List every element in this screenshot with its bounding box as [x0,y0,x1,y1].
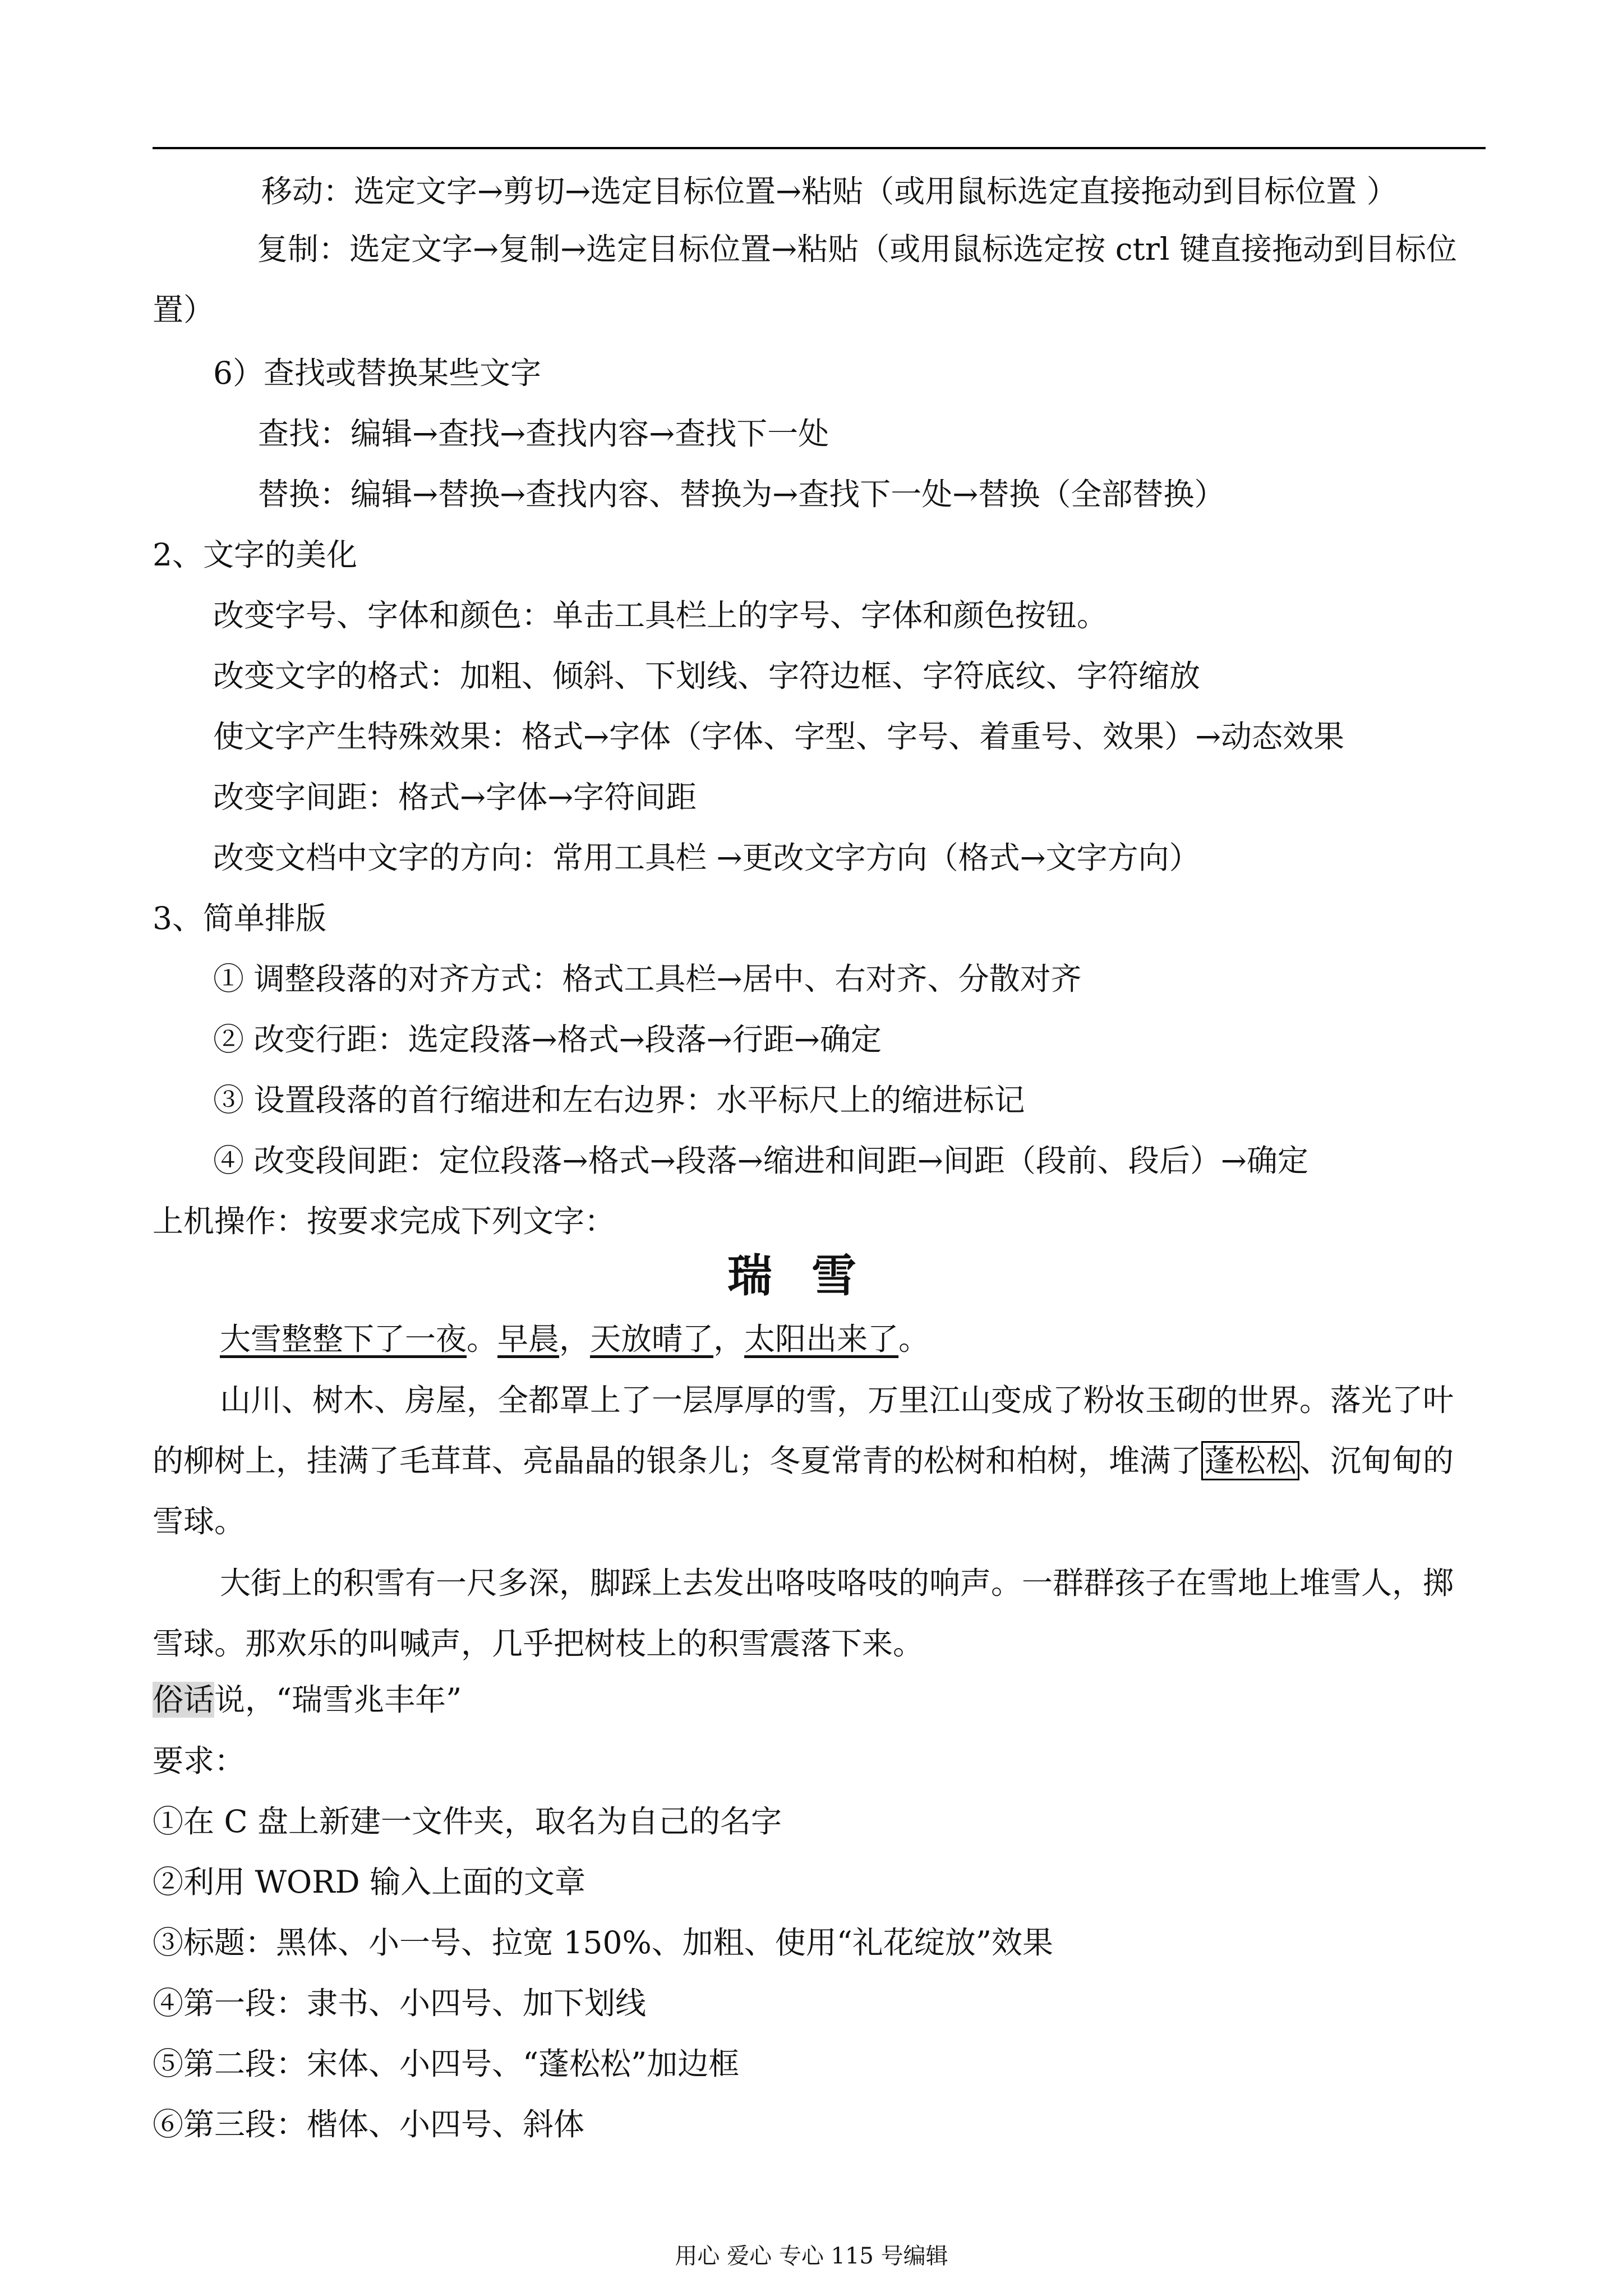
page-footer: 用心 爱心 专心 115 号编辑 [675,2243,948,2269]
punctuation: ， [559,1321,591,1357]
section-2-heading: 2、文字的美化 [153,537,357,573]
copy-text: 复制：选定文字→复制→选定目标位置→粘贴（或用鼠标选定按 ctrl 键直接拖动到目标位置） [153,231,1458,328]
section-3-heading: 3、简单排版 [153,900,326,936]
beautify-item-3: 使文字产生特殊效果：格式→字体（字体、字型、字号、着重号、效果）→动态效果 [213,719,1345,754]
paragraph-text: 说，“瑞雪兆丰年” [214,1682,462,1718]
layout-item-4: ④ 改变段间距：定位段落→格式→段落→缩进和间距→间距（段前、段后）→确定 [213,1143,1308,1179]
requirement-item: ⑤第二段：宋体、小四号、“蓬松松”加边框 [153,2046,740,2082]
article-paragraph-1 [220,1319,929,1359]
requirement-item: ①在 C 盘上新建一文件夹，取名为自己的名字 [153,1803,782,1839]
requirement-item: ②利用 WORD 输入上面的文章 [153,1864,586,1900]
paragraph-text: 、沉甸甸的雪球。 [153,1443,1454,1539]
layout-item-3: ③ 设置段落的首行缩进和左右边界：水平标尺上的缩进标记 [213,1082,1025,1118]
boxed-word: 蓬松松 [1201,1441,1299,1480]
requirement-item: ⑥第三段：楷体、小四号、斜体 [153,2106,585,2142]
move-text: 移动：选定文字→剪切→选定目标位置→粘贴（或用鼠标选定直接拖动到目标位置 ） [261,173,1398,209]
underlined-phrase: 早晨 [497,1321,560,1357]
beautify-item-4: 改变字间距：格式→字体→字符间距 [213,779,697,815]
beautify-item-5: 改变文档中文字的方向：常用工具栏 →更改文字方向（格式→文字方向） [213,840,1200,876]
paragraph-text: 山川、树木、房屋，全都罩上了一层厚厚的雪，万里江山变成了粉妆玉砌的世界。落光了叶的柳树上，挂满了毛茸茸、亮晶晶的银条儿；冬夏常青的松树和柏树，堆满了 [153,1382,1454,1479]
beautify-item-1: 改变字号、字体和颜色：单击工具栏上的字号、字体和颜色按钮。 [213,597,1108,633]
header-rule [153,147,1486,149]
underlined-phrase: 天放晴了 [590,1321,714,1357]
requirement-item: ④第一段：隶书、小四号、加下划线 [153,1985,647,2021]
practice-heading: 上机操作：按要求完成下列文字： [153,1203,616,1239]
punctuation: 。 [467,1321,498,1357]
punctuation: 。 [898,1321,930,1357]
article-paragraph-4 [153,1680,462,1719]
underlined-phrase: 大雪整整下了一夜 [220,1321,467,1357]
layout-item-1: ① 调整段落的对齐方式：格式工具栏→居中、右对齐、分散对齐 [213,961,1082,997]
article-paragraph-2 [153,1370,1482,1552]
replace-text: 替换：编辑→替换→查找内容、替换为→查找下一处→替换（全部替换） [258,476,1225,512]
layout-item-2: ② 改变行距：选定段落→格式→段落→行距→确定 [213,1022,882,1057]
beautify-item-2: 改变文字的格式：加粗、倾斜、下划线、字符边框、字符底纹、字符缩放 [213,658,1201,694]
punctuation: ， [713,1321,745,1357]
article-title: 瑞雪 [727,1250,896,1302]
shaded-word: 俗话 [153,1682,215,1718]
article-paragraph-3: 大街上的积雪有一尺多深，脚踩上去发出咯吱咯吱的响声。一群群孩子在雪地上堆雪人，掷雪球。那欢乐的叫喊声，几乎把树枝上的积雪震落下来。 [153,1565,1454,1662]
find-text: 查找：编辑→查找→查找内容→查找下一处 [258,416,829,452]
requirement-item: ③标题：黑体、小一号、拉宽 150%、加粗、使用“礼花绽放”效果 [153,1925,1053,1961]
underlined-phrase: 太阳出来了 [744,1321,899,1357]
requirements-heading: 要求： [153,1743,246,1779]
find-replace-heading: 6）查找或替换某些文字 [213,355,541,391]
